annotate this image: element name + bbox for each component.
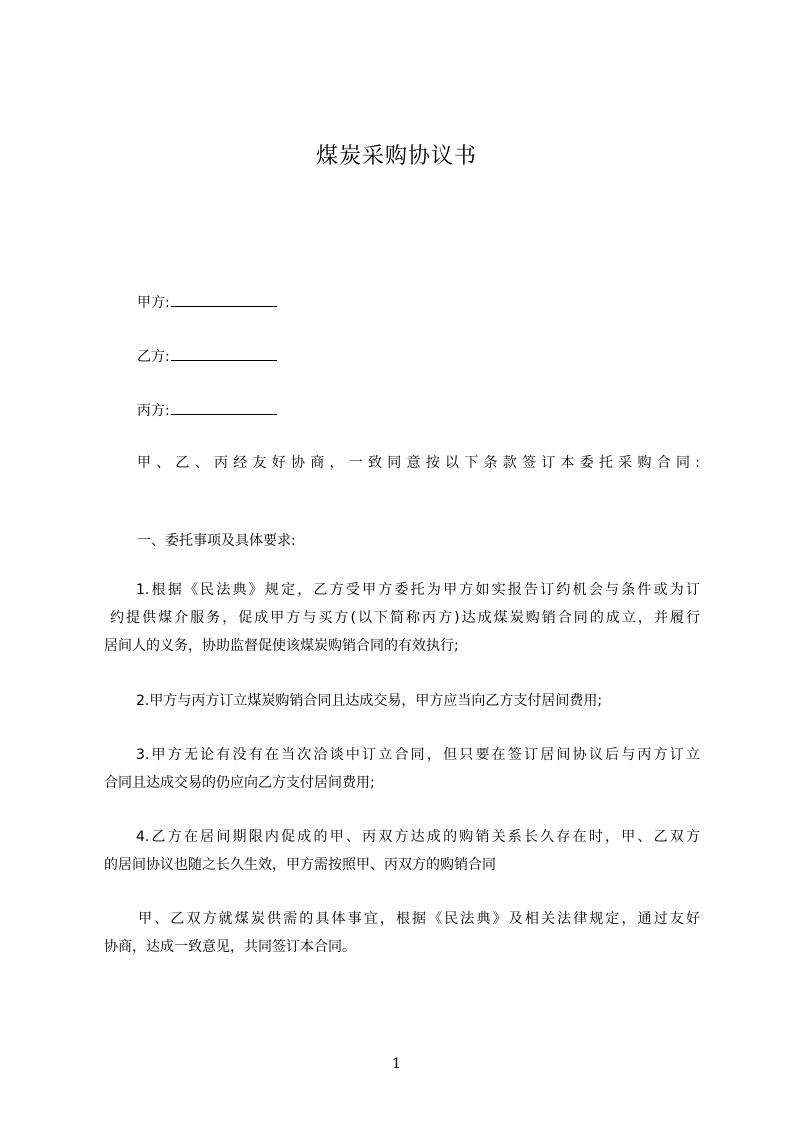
intro-paragraph: 甲、乙、丙经友好协商，一致同意按以下条款签订本委托采购合同: [137,455,700,471]
clause-item-3 [104,741,700,797]
party-b-label: 乙方: [137,349,170,365]
clause-item-4 [104,823,700,879]
clause-item-2 [104,687,700,715]
clause-2-line-1: 2.甲方与丙方订立煤炭购销合同且达成交易，甲方应当向乙方支付居间费用; [136,693,603,709]
party-a-blank[interactable] [171,292,277,307]
document-title: 煤炭采购协议书 [315,144,477,169]
clause-4-line-1: 4.乙方在居间期限内促成的甲、丙双方达成的购销关系长久存在时，甲、乙双方 [136,829,700,845]
party-b-line [137,346,277,367]
clause-item-1 [104,576,700,660]
closing-paragraph [104,905,700,961]
clause-1-line-3: 居间人的义务，协助监督促使该煤炭购销合同的有效执行; [104,638,459,654]
party-a-label: 甲方: [137,295,170,311]
closing-line-2: 协商，达成一致意见，共同签订本合同。 [104,939,356,955]
clause-1-line-2: 约提供煤介服务，促成甲方与买方(以下简称丙方)达成煤炭购销合同的成立，并履行 [108,610,700,626]
page-number: 1 [392,1056,401,1072]
party-c-line [137,400,277,421]
party-a-line [137,292,277,313]
party-c-blank[interactable] [171,400,277,415]
party-c-label: 丙方: [137,403,170,419]
clause-1-line-1: 1.根据《民法典》规定，乙方受甲方委托为甲方如实报告订约机会与条件或为订 [136,582,700,598]
section-heading: 一、委托事项及具体要求: [137,533,296,549]
closing-line-1: 甲、乙双方就煤炭供需的具体事宜，根据《民法典》及相关法律规定，通过友好 [136,911,700,927]
clause-3-line-2: 合同且达成交易的仍应向乙方支付居间费用; [104,775,375,791]
clause-4-line-2: 的居间协议也随之长久生效，甲方需按照甲、丙双方的购销合同 [104,857,496,873]
clause-3-line-1: 3.甲方无论有没有在当次洽谈中订立合同，但只要在签订居间协议后与丙方订立 [136,747,700,763]
party-b-blank[interactable] [171,346,277,361]
